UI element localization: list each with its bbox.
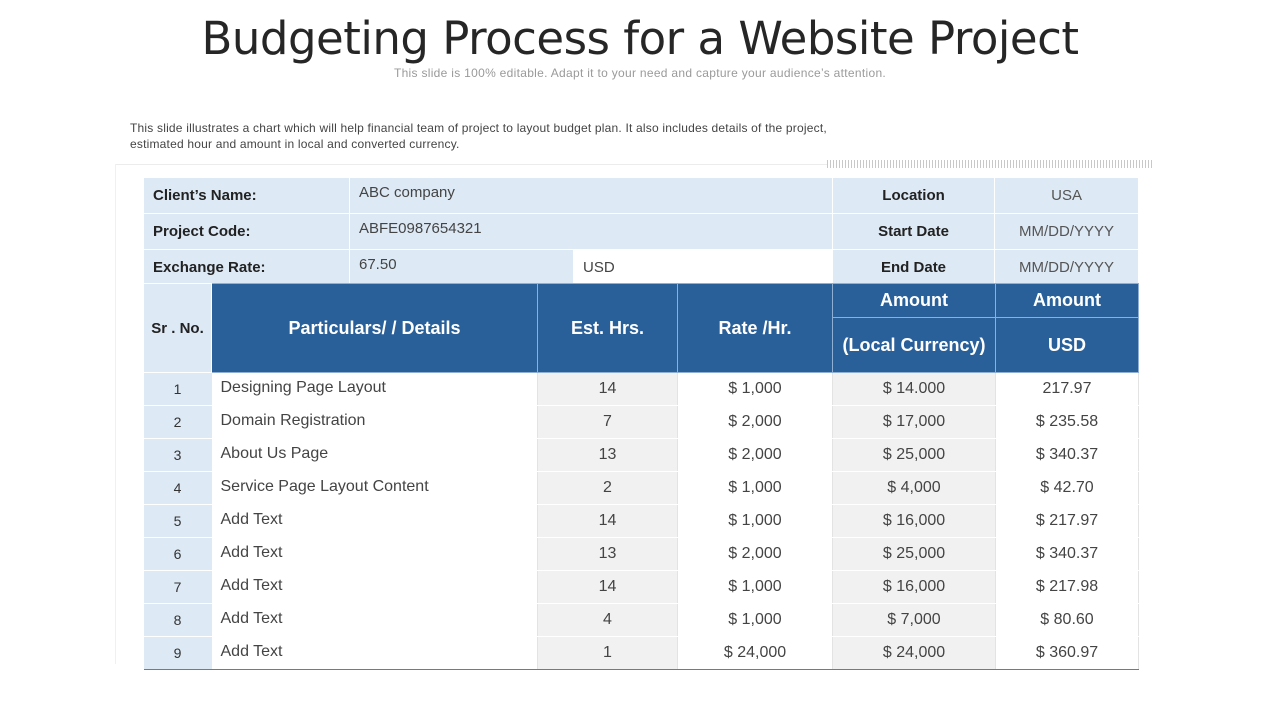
row-amount-usd: $ 360.97 [996, 637, 1139, 670]
row-sr-no: 4 [144, 472, 212, 505]
table-row [144, 373, 1139, 406]
empty-cell [678, 250, 833, 286]
header-amount-usd: Amount [996, 284, 1139, 318]
table-row [144, 538, 1139, 571]
table-row [144, 472, 1139, 505]
row-amount-usd: $ 217.97 [996, 505, 1139, 538]
header-local-currency: (Local Currency) [833, 318, 996, 373]
header-amount-local: Amount [833, 284, 996, 318]
start-date-label: Start Date [833, 214, 995, 250]
row-rate: $ 1,000 [678, 604, 833, 637]
exchange-rate-currency: USD [574, 250, 678, 286]
row-amount-usd: $ 80.60 [996, 604, 1139, 637]
info-row-rate [144, 250, 1139, 286]
row-particular: Add Text [212, 538, 538, 571]
page-subtitle: This slide is 100% editable. Adapt it to your need and capture your audience’s attention. [393, 66, 887, 80]
table-row [144, 406, 1139, 439]
budget-table [143, 283, 1139, 670]
project-code-label: Project Code: [144, 214, 350, 250]
row-rate: $ 1,000 [678, 505, 833, 538]
frame-line-top [115, 164, 827, 165]
row-sr-no: 5 [144, 505, 212, 538]
client-name-label: Client’s Name: [144, 178, 350, 214]
row-rate: $ 1,000 [678, 472, 833, 505]
row-rate: $ 1,000 [678, 571, 833, 604]
project-code-value: ABFE0987654321 [350, 214, 833, 250]
client-name-value: ABC company [350, 178, 833, 214]
table-row [144, 604, 1139, 637]
row-amount-local: $ 7,000 [833, 604, 996, 637]
row-sr-no: 2 [144, 406, 212, 439]
row-sr-no: 3 [144, 439, 212, 472]
slide-description: This slide illustrates a chart which will help financial team of project to layout budget plan. It also includes details of the project, estimated hour and amount in local and converted currency. [130, 121, 827, 151]
row-particular: Domain Registration [212, 406, 538, 439]
row-est-hours: 13 [538, 439, 678, 472]
start-date-value: MM/DD/YYYY [995, 214, 1139, 250]
table-row [144, 637, 1139, 670]
row-amount-usd: $ 235.58 [996, 406, 1139, 439]
row-amount-usd: $ 340.37 [996, 538, 1139, 571]
end-date-label: End Date [833, 250, 995, 286]
row-rate: $ 2,000 [678, 439, 833, 472]
info-row-client [144, 178, 1139, 214]
header-sr-no: Sr . No. [144, 284, 212, 373]
row-amount-local: $ 24,000 [833, 637, 996, 670]
hatch-decoration [827, 160, 1154, 168]
page-title: Budgeting Process for a Website Project [201, 12, 1079, 65]
table-row [144, 571, 1139, 604]
row-particular: About Us Page [212, 439, 538, 472]
row-amount-local: $ 25,000 [833, 439, 996, 472]
header-rate: Rate /Hr. [678, 284, 833, 373]
header-usd: USD [996, 318, 1139, 373]
row-amount-local: $ 16,000 [833, 571, 996, 604]
row-amount-local: $ 4,000 [833, 472, 996, 505]
row-rate: $ 2,000 [678, 406, 833, 439]
row-particular: Add Text [212, 637, 538, 670]
table-row [144, 505, 1139, 538]
row-particular: Add Text [212, 571, 538, 604]
row-sr-no: 7 [144, 571, 212, 604]
row-amount-usd: $ 340.37 [996, 439, 1139, 472]
frame-line-left [115, 164, 116, 664]
row-est-hours: 14 [538, 505, 678, 538]
row-amount-local: $ 17,000 [833, 406, 996, 439]
row-particular: Add Text [212, 604, 538, 637]
header-row-top [144, 284, 1139, 318]
row-particular: Designing Page Layout [212, 373, 538, 406]
row-amount-local: $ 25,000 [833, 538, 996, 571]
row-rate: $ 24,000 [678, 637, 833, 670]
row-est-hours: 13 [538, 538, 678, 571]
header-particulars: Particulars/ / Details [212, 284, 538, 373]
end-date-value: MM/DD/YYYY [995, 250, 1139, 286]
location-label: Location [833, 178, 995, 214]
row-amount-local: $ 14.000 [833, 373, 996, 406]
row-sr-no: 8 [144, 604, 212, 637]
row-est-hours: 14 [538, 571, 678, 604]
row-est-hours: 1 [538, 637, 678, 670]
row-amount-usd: $ 217.98 [996, 571, 1139, 604]
row-particular: Add Text [212, 505, 538, 538]
row-particular: Service Page Layout Content [212, 472, 538, 505]
row-est-hours: 4 [538, 604, 678, 637]
table-row [144, 439, 1139, 472]
row-amount-usd: $ 42.70 [996, 472, 1139, 505]
exchange-rate-value: 67.50 [350, 250, 574, 286]
exchange-rate-label: Exchange Rate: [144, 250, 350, 286]
row-rate: $ 2,000 [678, 538, 833, 571]
project-info-table [143, 177, 1139, 286]
row-rate: $ 1,000 [678, 373, 833, 406]
row-amount-local: $ 16,000 [833, 505, 996, 538]
row-est-hours: 7 [538, 406, 678, 439]
header-est-hours: Est. Hrs. [538, 284, 678, 373]
row-amount-usd: 217.97 [996, 373, 1139, 406]
row-sr-no: 6 [144, 538, 212, 571]
row-sr-no: 1 [144, 373, 212, 406]
row-est-hours: 2 [538, 472, 678, 505]
row-sr-no: 9 [144, 637, 212, 670]
row-est-hours: 14 [538, 373, 678, 406]
location-value: USA [995, 178, 1139, 214]
info-row-code [144, 214, 1139, 250]
